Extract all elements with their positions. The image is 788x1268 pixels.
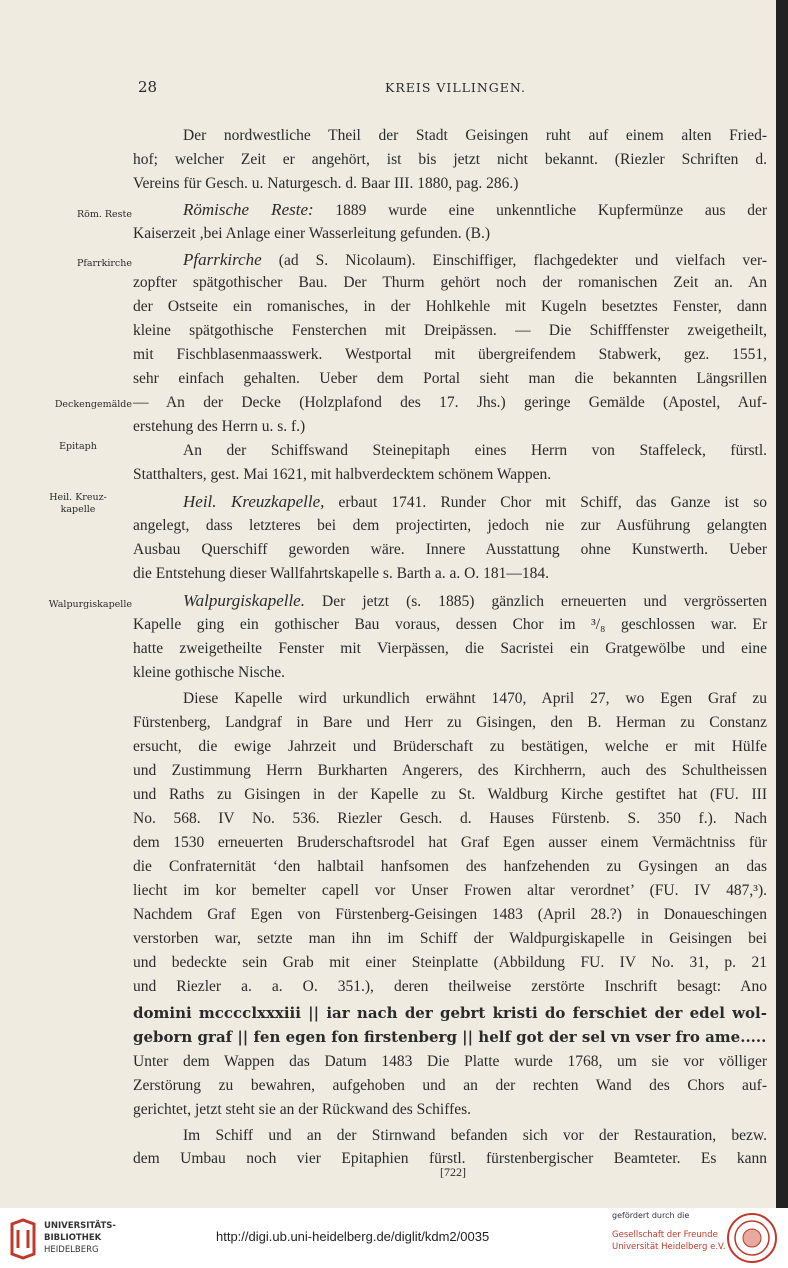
text-line: Fürstenberg, Landgraf in Bare und Herr zu Gisingen, den B. Herman zu Constanz xyxy=(133,714,767,731)
library-name-line2: BIBLIOTHEK xyxy=(44,1233,102,1243)
text-line: kleine gothische Nische. xyxy=(133,664,285,681)
margin-note-walpurgiskapelle: Walpurgiskapelle xyxy=(48,599,132,610)
text-line: Ausbau Querschiff geworden wäre. Innere Ausstattung ohne Kunstwerth. Ueber xyxy=(133,541,767,558)
text-line: und Riezler a. a. O. 351.), deren theilweise zerstörte Inschrift besagt: Ano xyxy=(133,978,767,995)
text-line: und Zustimmung Herrn Burkharten Angerers, des Kirchherrn, auch des Schultheissen xyxy=(133,762,767,779)
text-line: mit Fischblasenmaasswerk. Westportal mit übergreifendem Stabwerk, gez. 1551, xyxy=(133,346,767,363)
permalink-url[interactable]: http://digi.ub.uni-heidelberg.de/diglit/kdm2/0035 xyxy=(216,1229,490,1244)
heading-roemische-reste: Römische Reste: xyxy=(183,200,314,219)
text-line: Kaiserzeit ,bei Anlage einer Wasserleitung gefunden. (B.) xyxy=(133,225,490,242)
margin-note-heil-kreuz: Heil. Kreuz- xyxy=(49,492,107,503)
margin-note-kapelle: kapelle xyxy=(60,504,96,515)
running-title: KREIS VILLINGEN. xyxy=(385,80,527,95)
text-line: angelegt, dass letzteres bei dem projectirten, jedoch nie zur Ausführung gelangten xyxy=(133,517,767,534)
heading-walpurgiskapelle: Walpurgiskapelle. xyxy=(183,591,305,610)
margin-note-roem-reste: Röm. Reste xyxy=(76,209,132,220)
text-line: sehr einfach gehalten. Ueber dem Portal sieht man die bekannten Längsrillen xyxy=(133,370,767,387)
text-line xyxy=(183,250,767,270)
university-seal-icon[interactable] xyxy=(726,1212,778,1264)
funded-by-label: gefördert durch die xyxy=(612,1211,690,1220)
text-line: kleine spätgothische Fensterchen mit Dreipässen. — Die Schifffenster zweigetheilt, xyxy=(133,322,767,339)
text-run: erbaut 1741. Runder Chor mit Schiff, das Ganze ist so xyxy=(324,494,767,511)
page-number: 28 xyxy=(138,78,158,96)
margin-note-epitaph: Epitaph xyxy=(59,441,97,452)
inscription-line: geborn graf || fen egen fon firstenberg || helf got der sel vn vser fro ame..... xyxy=(133,1028,767,1046)
text-line: Diese Kapelle wird urkundlich erwähnt 1470, April 27, wo Egen Graf zu xyxy=(183,690,767,707)
text-line: gerichtet, jetzt steht sie an der Rückwand des Schiffes. xyxy=(133,1101,472,1118)
text-line: No. 568. IV No. 536. Riezler Gesch. d. Hauses Fürstenb. S. 350 f.). Nach xyxy=(133,810,767,827)
text-run: Der jetzt (s. 1885) gänzlich erneuerten und vergrösserten xyxy=(304,593,767,610)
text-line: erstehung des Herrn u. s. f.) xyxy=(133,418,306,435)
text-line: und Raths zu Gisingen in der Kapelle zu St. Waldburg Kirche gestiftet hat (FU. III xyxy=(133,786,767,803)
text-line: dem Umbau noch vier Epitaphien fürstl. fürstenbergischer Beamteter. Es kann xyxy=(133,1150,767,1167)
inscription-line: domini mcccclxxxiii || iar nach der gebrt kristi do ferschiet der edel wol- xyxy=(133,1004,767,1022)
text-line: der Ostseite ein romanisches, in der Hohlkehle mit Kugeln besetztes Fenster, dann xyxy=(133,298,767,315)
text-line: und bedeckte sein Grab mit einer Steinplatte (Abbildung FU. IV No. 31, p. 21 xyxy=(133,954,767,971)
text-line: Der nordwestliche Theil der Stadt Geisingen ruht auf einem alten Fried- xyxy=(183,127,767,144)
text-line: verstorben war, setzte man ihn im Schiff der Waldpurgiskapelle in Geisingen bei xyxy=(133,930,767,947)
sponsor-name-line1: Gesellschaft der Freunde xyxy=(612,1230,718,1240)
university-library-logo-icon[interactable] xyxy=(8,1218,38,1260)
text-line xyxy=(183,200,767,220)
text-line: zopfter spätgothischer Bau. Der Thurm gehört noch der romanischen Zeit an. An xyxy=(133,274,767,291)
page-edge-shadow xyxy=(776,0,788,1208)
text-line: hatte zweigetheilte Fenster mit Vierpässen, die Sacristei ein Gratgewölbe und eine xyxy=(133,640,767,657)
text-line: die Confraternität ‘den halbtail hanfsomen des hanfzehenden zu Gysingen an das xyxy=(133,858,767,875)
printer-signature: [722] xyxy=(440,1165,466,1179)
heading-pfarrkirche: Pfarrkirche xyxy=(183,250,262,269)
text-line: Zerstörung zu bewahren, aufgehoben und an der rechten Wand des Chors auf- xyxy=(133,1077,767,1094)
text-line: Vereins für Gesch. u. Naturgesch. d. Baar III. 1880, pag. 286.) xyxy=(133,175,519,192)
text-line: dem 1530 erneuerten Bruderschaftsrodel hat Graf Egen ausser einem Vermächtniss für xyxy=(133,834,767,851)
text-line: — An der Decke (Holzplafond des 17. Jhs.) geringe Gemälde (Apostel, Auf- xyxy=(133,394,767,411)
text-line: ersucht, die ewige Jahrzeit und Brüderschaft zu bestätigen, welche er mit Hülfe xyxy=(133,738,767,755)
text-line: Unter dem Wappen das Datum 1483 Die Platte wurde 1768, um sie vor völliger xyxy=(133,1053,767,1070)
margin-note-pfarrkirche: Pfarrkirche xyxy=(76,258,132,269)
text-line: Im Schiff und an der Stirnwand befanden sich vor der Restauration, bezw. xyxy=(183,1127,767,1144)
heading-heil-kreuzkapelle: Heil. Kreuzkapelle, xyxy=(183,492,325,511)
text-run: 1889 wurde eine unkenntliche Kupfermünze aus der xyxy=(313,202,767,219)
text-run: (ad S. Nicolaum). Einschiffiger, flachgedekter und vielfach ver- xyxy=(261,252,767,269)
text-line xyxy=(183,591,767,611)
sponsor-name-line2: Universität Heidelberg e.V. xyxy=(612,1242,726,1252)
margin-note-deckengemaelde: Deckengemälde xyxy=(54,399,132,410)
library-name-line1: UNIVERSITÄTS- xyxy=(44,1221,116,1231)
text-line: Kapelle ging ein gothischer Bau voraus, dessen Chor im ³/₈ geschlossen war. Er xyxy=(133,616,767,633)
text-line: Statthalters, gest. Mai 1621, mit halbverdecktem schönem Wappen. xyxy=(133,466,552,483)
text-line: liecht im kor bemelter capell vor Unser Frowen altar verordnet’ (FU. IV 487,³). xyxy=(133,882,767,899)
text-line xyxy=(183,492,767,512)
text-line: An der Schiffswand Steinepitaph eines Herrn von Staffeleck, fürstl. xyxy=(183,442,767,459)
text-line: hof; welcher Zeit er angehört, ist bis jetzt nicht bekannt. (Riezler Schriften d. xyxy=(133,151,767,168)
library-name-line3: HEIDELBERG xyxy=(44,1245,99,1255)
text-line: Nachdem Graf Egen von Fürstenberg-Geisingen 1483 (April 28.?) in Donaueschingen xyxy=(133,906,767,923)
text-line: die Entstehung dieser Wallfahrtskapelle s. Barth a. a. O. 181—184. xyxy=(133,565,550,582)
